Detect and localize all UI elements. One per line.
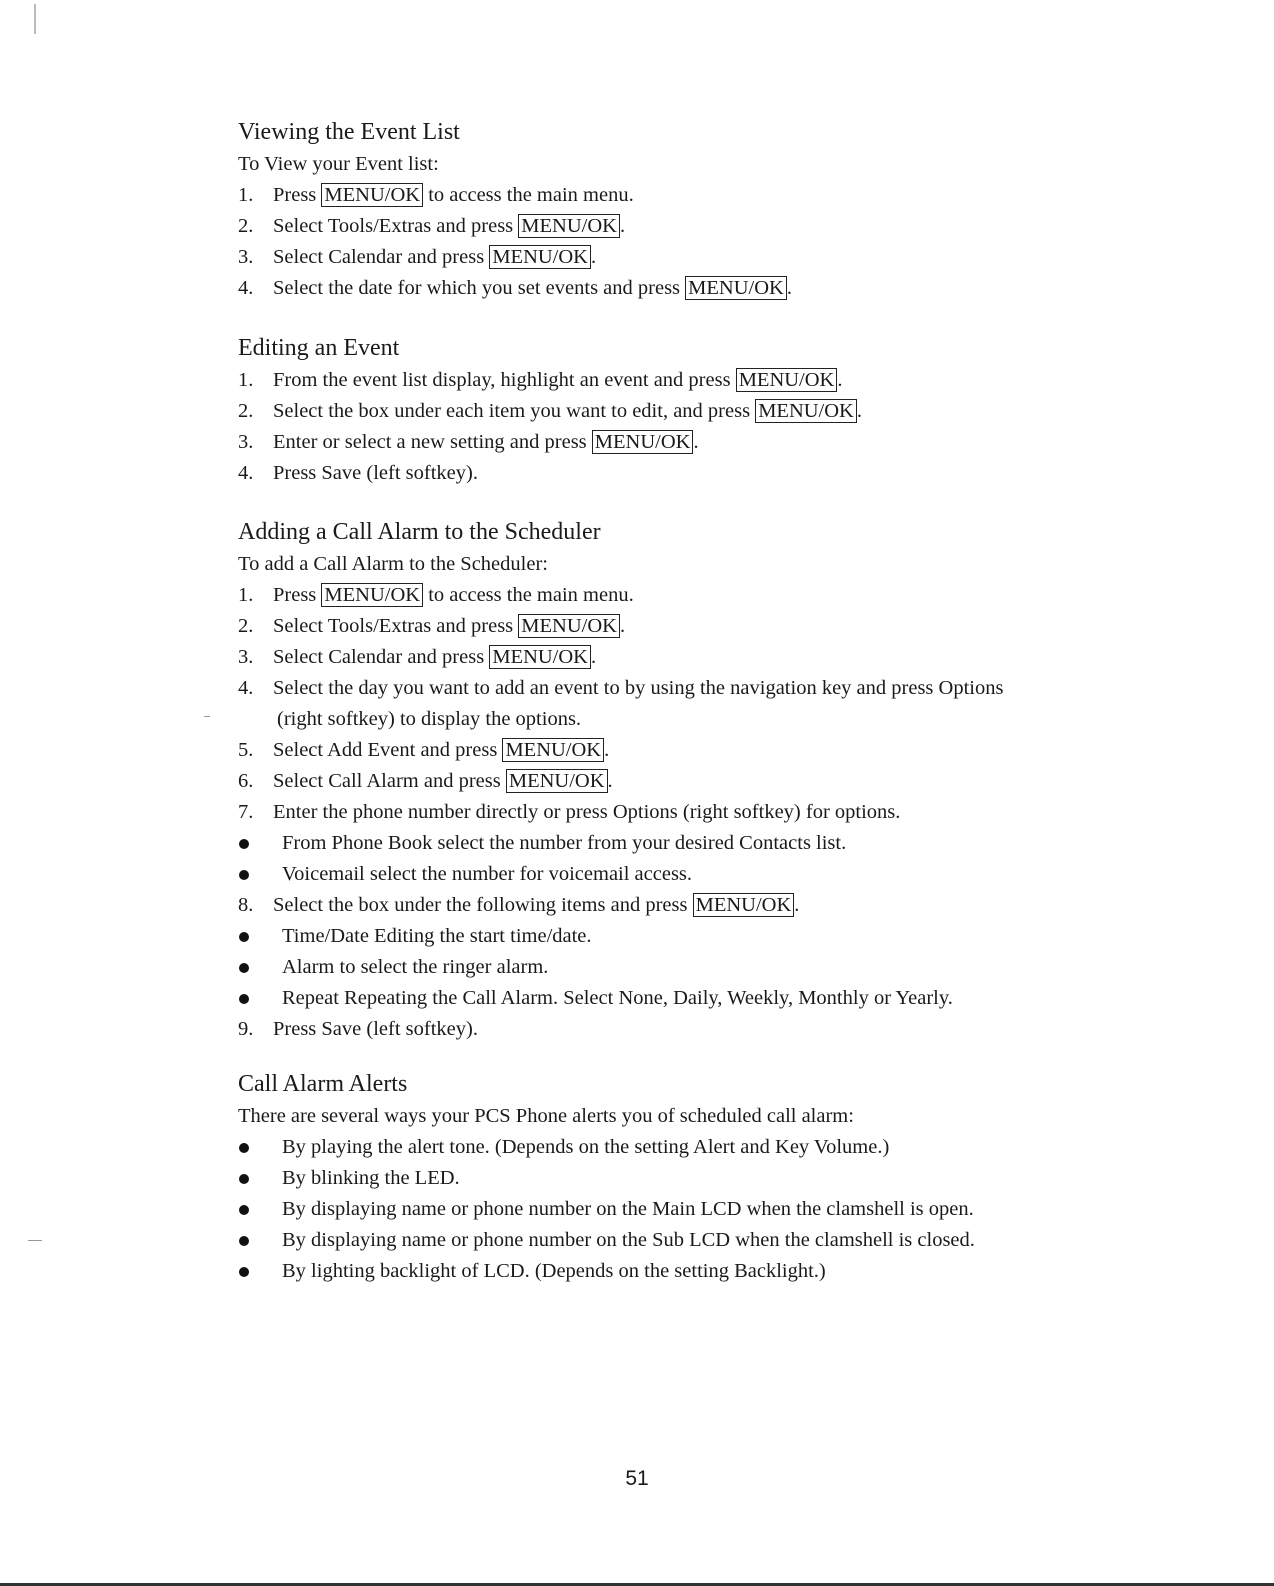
step-number: 4. <box>238 462 254 484</box>
line-text: By playing the alert tone. (Depends on the setting Alert and Key Volume.) <box>282 1136 890 1158</box>
step-number: 3. <box>238 646 254 668</box>
section-heading: Adding a Call Alarm to the Scheduler <box>238 519 601 545</box>
step-number: 4. <box>238 277 254 299</box>
line-text: Press Save (left softkey). <box>273 1018 478 1040</box>
step-item <box>238 365 1198 396</box>
menu-ok-key: MENU/OK <box>685 276 787 300</box>
scan-mark <box>204 716 210 717</box>
step-number: 5. <box>238 739 254 761</box>
bullet-item <box>238 1225 1198 1256</box>
section-intro: To View your Event list: <box>238 153 439 175</box>
instruction-list <box>238 180 1198 304</box>
line-text: . <box>619 615 626 637</box>
menu-ok-key: MENU/OK <box>518 214 620 238</box>
step-number: 7. <box>238 801 254 823</box>
line-text: . <box>786 277 792 299</box>
step-item <box>238 611 1198 642</box>
menu-ok-key: MENU/OK <box>693 893 795 917</box>
section-intro: To add a Call Alarm to the Scheduler: <box>238 553 548 575</box>
bullet-dot-icon <box>239 963 249 973</box>
step-item <box>238 1014 1198 1045</box>
bullet-item <box>238 952 1198 983</box>
step-number: 3. <box>238 246 254 268</box>
menu-ok-key: MENU/OK <box>518 614 620 638</box>
step-number: 1. <box>238 584 254 606</box>
menu-ok-key: MENU/OK <box>592 430 694 454</box>
line-text: By displaying name or phone number on the Main LCD when the clamshell is open. <box>282 1198 974 1220</box>
line-text: Alarm to select the ringer alarm. <box>282 956 549 978</box>
menu-ok-key: MENU/OK <box>489 245 591 269</box>
line-text: Voicemail select the number for voicemail access. <box>282 863 693 885</box>
line-text: . <box>856 400 862 422</box>
step-number: 2. <box>238 615 254 637</box>
bullet-dot-icon <box>239 1267 249 1277</box>
line-text: Select the box under each item you want to edit, and press <box>273 400 756 422</box>
bullet-dot-icon <box>239 932 249 942</box>
section-adding-call-alarm <box>238 517 1198 1045</box>
section-heading: Editing an Event <box>238 335 400 361</box>
menu-ok-key: MENU/OK <box>736 368 838 392</box>
scan-mark <box>34 4 36 34</box>
instruction-list <box>238 580 1198 1045</box>
step-number: 2. <box>238 215 254 237</box>
step-number: 1. <box>238 369 254 391</box>
step-continuation <box>238 704 1198 735</box>
line-text: Select Add Event and press <box>273 739 503 761</box>
menu-ok-key: MENU/OK <box>502 738 604 762</box>
line-text: . <box>607 770 613 792</box>
section-viewing-event-list <box>238 117 1198 304</box>
line-text: By displaying name or phone number on the Sub LCD when the clamshell is closed. <box>282 1229 975 1251</box>
bullet-item <box>238 1194 1198 1225</box>
line-text: . <box>693 431 699 453</box>
step-item <box>238 797 1198 828</box>
section-heading: Call Alarm Alerts <box>238 1071 408 1097</box>
step-item <box>238 890 1198 921</box>
step-number: 6. <box>238 770 254 792</box>
line-text: (right softkey) to display the options. <box>277 708 582 730</box>
step-item <box>238 735 1198 766</box>
step-item <box>238 580 1198 611</box>
step-item <box>238 211 1198 242</box>
line-text: . <box>604 739 610 761</box>
line-text: From Phone Book select the number from your desired Contacts list. <box>282 832 847 854</box>
step-number: 3. <box>238 431 254 453</box>
step-item <box>238 766 1198 797</box>
line-text: . <box>590 646 597 668</box>
line-text: Select the box under the following items and press <box>273 894 693 916</box>
line-text: . <box>619 215 626 237</box>
line-text: . <box>590 246 597 268</box>
line-text: Enter the phone number directly or press Options (right softkey) for options. <box>273 801 901 823</box>
scan-mark <box>28 1240 42 1241</box>
instruction-list <box>238 365 1198 489</box>
line-text: Press Save (left softkey). <box>273 462 478 484</box>
line-text: Repeat Repeating the Call Alarm. Select None, Daily, Weekly, Monthly or Yearly. <box>282 987 953 1009</box>
menu-ok-key: MENU/OK <box>755 399 857 423</box>
step-item <box>238 427 1198 458</box>
bullet-dot-icon <box>239 1236 249 1246</box>
step-item <box>238 273 1198 304</box>
bullet-item <box>238 1132 1198 1163</box>
bullet-item <box>238 828 1198 859</box>
line-text: Enter or select a new setting and press <box>273 431 592 453</box>
step-item <box>238 396 1198 427</box>
section-call-alarm-alerts <box>238 1069 1198 1287</box>
line-text: By blinking the LED. <box>282 1167 460 1189</box>
instruction-list <box>238 1132 1198 1287</box>
step-number: 8. <box>238 894 254 916</box>
menu-ok-key: MENU/OK <box>489 645 591 669</box>
bullet-dot-icon <box>239 870 249 880</box>
line-text: Time/Date Editing the start time/date. <box>282 925 592 947</box>
line-text: Press <box>273 584 322 606</box>
line-text: Select Tools/Extras and press <box>273 615 519 637</box>
line-text: Select Calendar and press <box>273 646 490 668</box>
line-text: Select Call Alarm and press <box>273 770 506 792</box>
section-intro: There are several ways your PCS Phone alerts you of scheduled call alarm: <box>238 1105 854 1127</box>
bullet-dot-icon <box>239 1205 249 1215</box>
section-editing-event <box>238 333 1198 489</box>
bullet-item <box>238 1256 1198 1287</box>
step-number: 4. <box>238 677 254 699</box>
bullet-item <box>238 859 1198 890</box>
step-item <box>238 242 1198 273</box>
step-item <box>238 642 1198 673</box>
step-item <box>238 673 1198 704</box>
line-text: Press <box>273 184 322 206</box>
line-text: By lighting backlight of LCD. (Depends on the setting Backlight.) <box>282 1260 826 1282</box>
step-number: 1. <box>238 184 254 206</box>
section-heading: Viewing the Event List <box>238 119 460 145</box>
bullet-dot-icon <box>239 839 249 849</box>
bullet-dot-icon <box>239 1143 249 1153</box>
line-text: . <box>837 369 843 391</box>
line-text: to access the main menu. <box>423 184 634 206</box>
bullet-item <box>238 1163 1198 1194</box>
menu-ok-key: MENU/OK <box>506 769 608 793</box>
bullet-dot-icon <box>239 994 249 1004</box>
line-text: . <box>794 894 800 916</box>
step-number: 9. <box>238 1018 254 1040</box>
line-text: to access the main menu. <box>423 584 634 606</box>
bullet-item <box>238 983 1198 1014</box>
step-number: 2. <box>238 400 254 422</box>
menu-ok-key: MENU/OK <box>321 583 423 607</box>
line-text: Select Tools/Extras and press <box>273 215 519 237</box>
menu-ok-key: MENU/OK <box>321 183 423 207</box>
step-item <box>238 458 1198 489</box>
line-text: Select the date for which you set events and press <box>273 277 686 299</box>
line-text: From the event list display, highlight an event and press <box>273 369 736 391</box>
page-number: 51 <box>625 1467 649 1490</box>
bullet-dot-icon <box>239 1174 249 1184</box>
bullet-item <box>238 921 1198 952</box>
step-item <box>238 180 1198 211</box>
line-text: Select Calendar and press <box>273 246 490 268</box>
line-text: Select the day you want to add an event to by using the navigation key and press Options <box>273 677 1004 699</box>
